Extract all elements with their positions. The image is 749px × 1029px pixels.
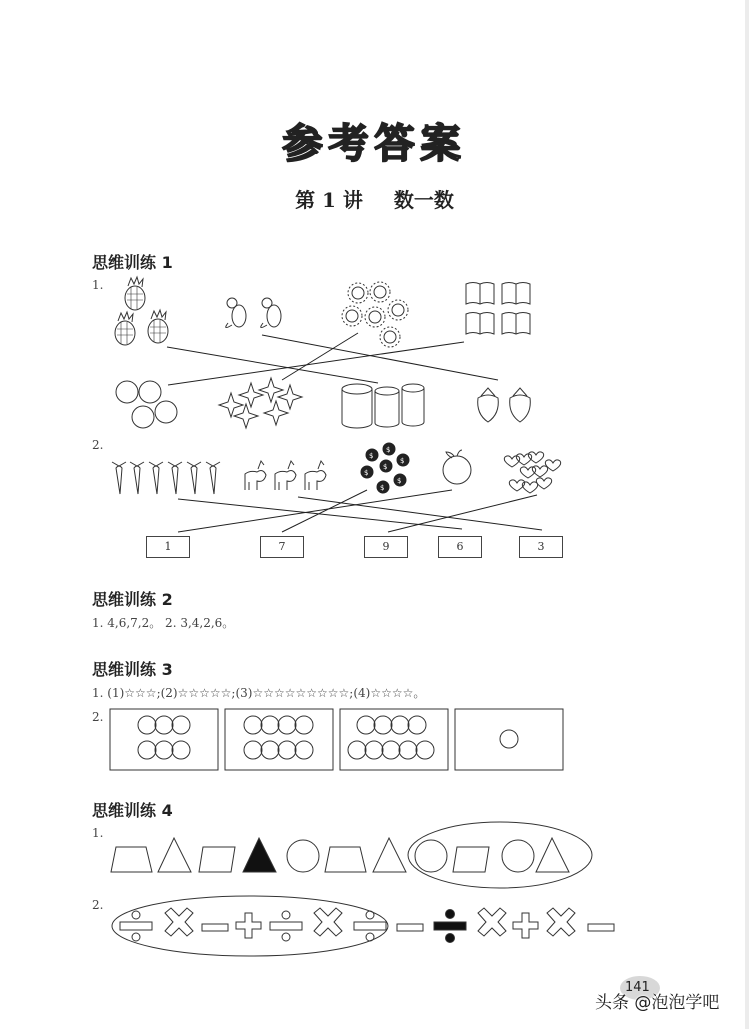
symbol-sequence — [112, 896, 614, 956]
circle-boxes — [110, 709, 563, 770]
match-lines-2 — [178, 490, 542, 532]
question-number: 1. — [92, 826, 104, 840]
times-icon — [478, 908, 506, 936]
lesson-name: 数一数 — [393, 188, 454, 212]
times-icon — [165, 908, 193, 936]
times-icon — [547, 908, 575, 936]
section-heading-2: 思维训练 2 — [92, 590, 173, 609]
question-number: 1. — [92, 278, 104, 292]
section-heading-4: 思维训练 4 — [92, 801, 173, 820]
minus-icon — [397, 924, 423, 931]
number-box: 3 — [519, 536, 563, 558]
stars: ☆☆☆☆☆ — [177, 686, 232, 700]
part-label: (1) — [107, 686, 125, 700]
divide-filled-icon — [434, 910, 466, 943]
circle-icon — [415, 840, 447, 872]
strawberry-icon — [478, 388, 531, 422]
divide-icon — [270, 911, 302, 941]
section-heading-1: 思维训练 1 — [92, 253, 173, 272]
shape-sequence — [111, 822, 592, 888]
svg-text:$: $ — [383, 463, 388, 471]
plus-icon — [236, 913, 261, 938]
trapezoid-icon — [111, 847, 152, 872]
separator: ; — [349, 686, 354, 700]
watermark: 头条 @泡泡学吧 — [595, 993, 720, 1013]
page-title: 参考答案 — [282, 121, 467, 167]
times-icon — [314, 908, 342, 936]
separator: ; — [231, 686, 236, 700]
question-number: 2. — [92, 710, 104, 724]
divide-icon — [354, 911, 386, 941]
stars: ☆☆☆☆ — [370, 686, 414, 700]
minus-icon — [588, 924, 614, 931]
tomato-icon — [116, 381, 177, 428]
number-box: 9 — [364, 536, 408, 558]
number-box: 6 — [438, 536, 482, 558]
section-heading-3: 思维训练 3 — [92, 660, 173, 679]
parallelogram-icon — [199, 847, 235, 872]
carrot-icon — [112, 462, 220, 494]
number-box: 7 — [260, 536, 304, 558]
mouse-icon — [226, 298, 281, 328]
svg-text:$: $ — [369, 452, 374, 460]
triangle-icon — [373, 838, 406, 872]
number-box: 1 — [146, 536, 190, 558]
minus-icon — [202, 924, 228, 931]
plus-icon — [513, 913, 538, 938]
triangle-icon — [158, 838, 191, 872]
sun-icon — [346, 286, 404, 343]
circle-icon — [502, 840, 534, 872]
svg-text:$: $ — [400, 457, 405, 465]
page-number: 141 — [625, 980, 650, 995]
question-number: 1. — [92, 686, 104, 700]
svg-text:$: $ — [386, 446, 391, 454]
cylinder-icon — [342, 384, 424, 428]
answer-text: 1. 4,6,7,2。 2. 3,4,2,6。 — [92, 616, 235, 630]
match-lines-1 — [167, 333, 498, 385]
svg-text:$: $ — [364, 469, 369, 477]
lesson-label: 第 1 讲 — [295, 188, 363, 212]
star-answer-line — [92, 684, 425, 701]
heart-icon — [504, 452, 560, 493]
part-label: (2) — [160, 686, 178, 700]
question-number: 2. — [92, 898, 104, 912]
svg-text:$: $ — [380, 484, 385, 492]
book-icon — [466, 283, 530, 335]
separator: 。 — [413, 686, 426, 700]
divide-icon — [120, 911, 152, 941]
parallelogram-icon — [453, 847, 489, 872]
part-label: (3) — [235, 686, 253, 700]
part-label: (4) — [353, 686, 371, 700]
circle-icon — [287, 840, 319, 872]
deer-icon — [245, 461, 326, 490]
answer-ellipse — [112, 896, 388, 956]
svg-text:$: $ — [397, 477, 402, 485]
separator: ; — [156, 686, 161, 700]
stars: ☆☆☆☆☆☆☆☆☆ — [252, 686, 350, 700]
pineapple-icon — [115, 277, 168, 345]
apple-icon — [443, 450, 471, 484]
stars: ☆☆☆ — [124, 686, 157, 700]
question-number: 2. — [92, 438, 104, 452]
answer-ellipse — [408, 822, 592, 888]
trapezoid-icon — [325, 847, 366, 872]
triangle-filled-icon — [243, 838, 276, 872]
triangle-icon — [536, 838, 569, 872]
sparkle-star-icon — [219, 378, 302, 428]
